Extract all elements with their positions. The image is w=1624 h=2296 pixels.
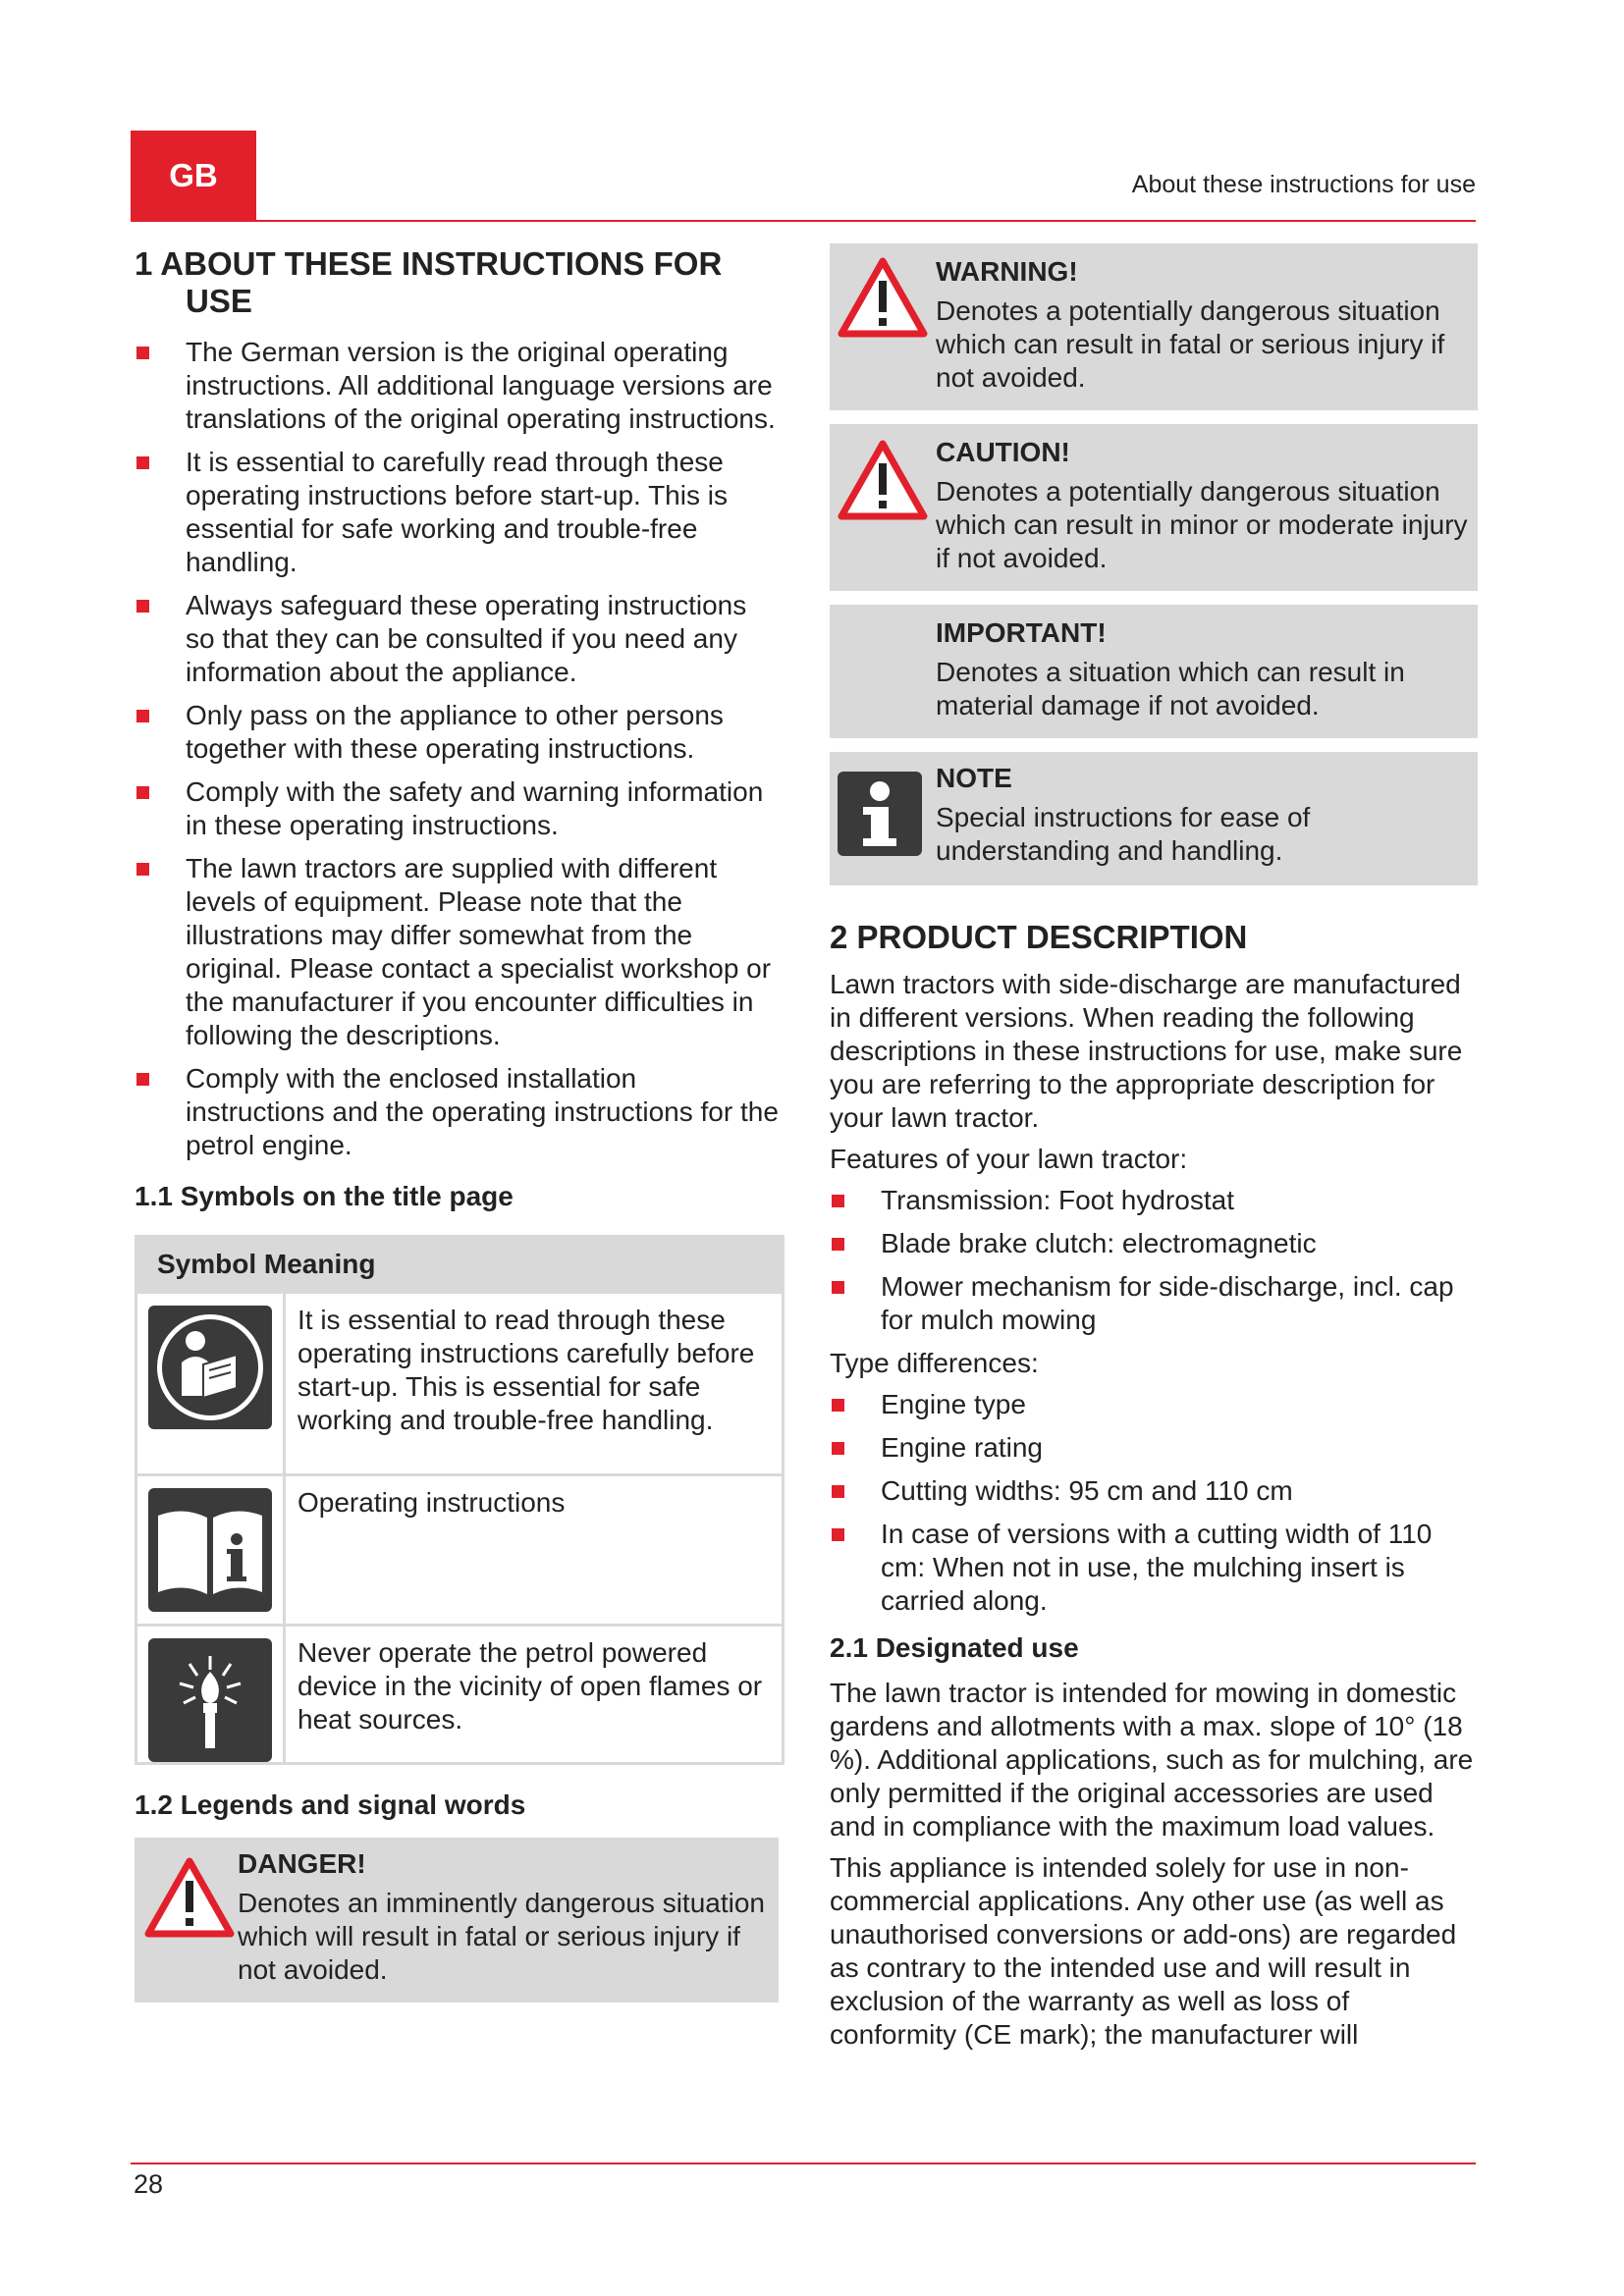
list-item: Mower mechanism for side-discharge, incl. cap for mulch mowing [830, 1270, 1478, 1337]
list-item: Blade brake clutch: electromagnetic [830, 1227, 1478, 1260]
symbol-meaning: It is essential to read through these operating instructions carefully before start-up. This is essential for safe working and trouble-free handling. [298, 1305, 755, 1435]
list-item: Engine rating [830, 1431, 1478, 1465]
list-item: Comply with the safety and warning information in these operating instructions. [135, 775, 779, 842]
list-item: The German version is the original operating instructions. All additional language versions are translations of the original operating instructions. [135, 336, 779, 436]
symbol-table [135, 1235, 785, 1765]
page-number: 28 [134, 2169, 164, 2199]
section-2-intro: Lawn tractors with side-discharge are manufactured in different versions. When reading the following descriptions in these instructions for use, make sure you are referring to the appropriate description for your lawn tractor. [830, 969, 1463, 1133]
no-open-flame-icon [137, 1627, 286, 1762]
table-row [137, 1291, 782, 1473]
footer-rule [131, 2163, 1476, 2164]
operating-instructions-icon [137, 1476, 286, 1624]
features-label: Features of your lawn tractor: [830, 1144, 1188, 1174]
signal-description: Denotes a situation which can result in material damage if not avoided. [936, 657, 1405, 721]
signal-description: Denotes a potentially dangerous situation which can result in fatal or serious injury if not avoided. [936, 295, 1445, 393]
list-item: It is essential to carefully read through these operating instructions before start-up. This is essential for safe working and trouble-free handling. [135, 446, 779, 579]
list-item: In case of versions with a cutting width of 110 cm: When not in use, the mulching insert is carried along. [830, 1518, 1478, 1618]
list-item: Cutting widths: 95 cm and 110 cm [830, 1474, 1478, 1508]
list-item: Only pass on the appliance to other persons together with these operating instructions. [135, 699, 779, 766]
warning-triangle-icon [838, 257, 928, 343]
read-manual-icon [137, 1294, 286, 1473]
danger-box [135, 1838, 779, 2002]
signal-word: WARNING! [936, 256, 1078, 287]
section-2-title: 2 PRODUCT DESCRIPTION [830, 919, 1248, 955]
important-box [830, 605, 1478, 738]
list-item: The lawn tractors are supplied with different levels of equipment. Please note that the illustrations may differ somewhat from the original. Please contact a specialist workshop or the manufacturer if you encounter difficulties in following the descriptions. [135, 852, 779, 1052]
table-row [137, 1473, 782, 1624]
warning-triangle-icon [144, 1857, 235, 1943]
info-icon [838, 772, 922, 861]
warning-triangle-icon [838, 440, 928, 525]
designated-use-para-2: This appliance is intended solely for use in non-commercial applications. Any other use (as well as unauthorised conversions or add-ons) are regarded as contrary to the intended use and will result in exclusion of the warranty as well as loss of conformity (CE mark); the manufacturer will [830, 1852, 1457, 2050]
caution-box [830, 424, 1478, 591]
list-item: Comply with the enclosed installation instructions and the operating instructions for the petrol engine. [135, 1062, 779, 1162]
subsection-1-1-title: 1.1 Symbols on the title page [135, 1181, 514, 1211]
list-item: Engine type [830, 1388, 1478, 1421]
differences-label: Type differences: [830, 1348, 1039, 1378]
signal-word: NOTE [936, 763, 1012, 793]
signal-word: DANGER! [238, 1848, 366, 1879]
running-header: About these instructions for use [1131, 171, 1476, 198]
right-column [830, 243, 1478, 2059]
signal-description: Denotes a potentially dangerous situation which can result in minor or moderate injury if not avoided. [936, 476, 1468, 573]
designated-use-para-1: The lawn tractor is intended for mowing in domestic gardens and allotments with a max. slope of 10° (18 %). Additional applications, such as for mulching, are only permitted if the original accessories are used and in compliance with the maximum load values. [830, 1678, 1474, 1842]
section-1-title: 1 ABOUT THESE INSTRUCTIONS FOR USE [135, 245, 723, 319]
signal-description: Special instructions for ease of understanding and handling. [936, 802, 1311, 866]
table-row [137, 1624, 782, 1762]
signal-word: IMPORTANT! [936, 617, 1107, 648]
language-tab: GB [131, 131, 256, 220]
list-item: Transmission: Foot hydrostat [830, 1184, 1478, 1217]
differences-list [830, 1388, 1478, 1618]
header-rule [131, 220, 1476, 222]
warning-box [830, 243, 1478, 410]
symbol-table-header: Symbol Meaning [137, 1238, 782, 1291]
subsection-2-1-title: 2.1 Designated use [830, 1632, 1079, 1663]
symbol-meaning: Never operate the petrol powered device in the vicinity of open flames or heat sources. [298, 1637, 763, 1735]
section-1-bullets [135, 336, 779, 1162]
note-box [830, 752, 1478, 885]
symbol-meaning: Operating instructions [298, 1487, 566, 1518]
features-list [830, 1184, 1478, 1337]
signal-word: CAUTION! [936, 437, 1070, 467]
subsection-1-2-title: 1.2 Legends and signal words [135, 1789, 526, 1820]
left-column [135, 245, 779, 2016]
list-item: Always safeguard these operating instructions so that they can be consulted if you need any information about the appliance. [135, 589, 779, 689]
signal-description: Denotes an imminently dangerous situation which will result in fatal or serious injury if not avoided. [238, 1888, 765, 1985]
